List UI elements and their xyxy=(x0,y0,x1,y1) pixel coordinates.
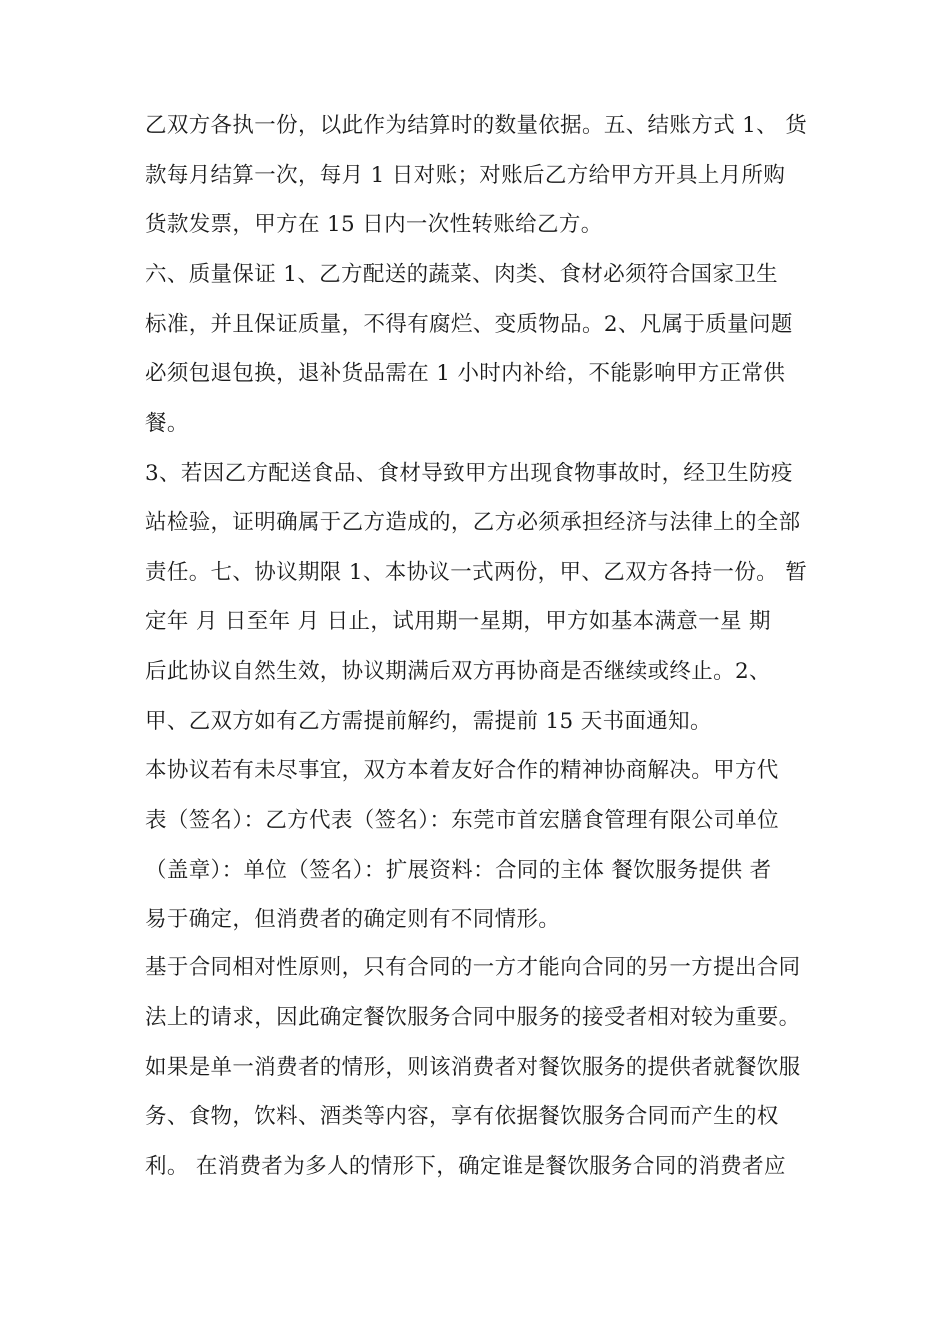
text-line: 利。 在消费者为多人的情形下，确定谁是餐饮服务合同的消费者应 xyxy=(145,1154,786,1179)
text-line: （盖章）：单位（签名）：扩展资料：合同的主体 餐饮服务提供 者 xyxy=(145,858,772,883)
text-line: 本协议若有未尽事宜，双方本着友好合作的精神协商解决。甲方代 xyxy=(145,758,779,783)
text-line: 表（签名）：乙方代表（签名）：东莞市首宏膳食管理有限公司单位 xyxy=(145,808,780,833)
text-line: 六、质量保证 1、乙方配送的蔬菜、肉类、食材必须符合国家卫生 xyxy=(145,262,779,287)
text-line: 易于确定，但消费者的确定则有不同情形。 xyxy=(145,907,561,932)
text-line: 3、若因乙方配送食品、食材导致甲方出现食物事故时，经卫生防疫 xyxy=(145,461,793,486)
text-line: 如果是单一消费者的情形，则该消费者对餐饮服务的提供者就餐饮服 xyxy=(145,1055,801,1080)
text-line: 款每月结算一次，每月 1 日对账；对账后乙方给甲方开具上月所购 xyxy=(145,163,786,188)
text-line: 务、食物，饮料、酒类等内容，享有依据餐饮服务合同而产生的权 xyxy=(145,1104,779,1129)
text-line: 货款发票，甲方在 15 日内一次性转账给乙方。 xyxy=(145,212,603,237)
text-line: 甲、乙双方如有乙方需提前解约，需提前 15 天书面通知。 xyxy=(145,709,712,734)
text-line: 责任。七、协议期限 1、本协议一式两份，甲、乙双方各持一份。 暂 xyxy=(145,560,808,585)
text-line: 必须包退包换，退补货品需在 1 小时内补给，不能影响甲方正常供 xyxy=(145,361,786,386)
text-line: 标准，并且保证质量，不得有腐烂、变质物品。2、凡属于质量问题 xyxy=(145,312,793,337)
text-line: 乙双方各执一份，以此作为结算时的数量依据。五、结账方式 1、 货 xyxy=(145,113,808,138)
text-line: 定年 月 日至年 月 日止，试用期一星期，甲方如基本满意一星 期 xyxy=(145,609,771,634)
text-line: 基于合同相对性原则，只有合同的一方才能向合同的另一方提出合同 xyxy=(145,955,801,980)
text-line: 法上的请求，因此确定餐饮服务合同中服务的接受者相对较为重要。 xyxy=(145,1005,801,1030)
text-line: 餐。 xyxy=(145,411,189,436)
text-line: 后此协议自然生效，协议期满后双方再协商是否继续或终止。2、 xyxy=(145,659,771,684)
text-line: 站检验，证明确属于乙方造成的，乙方必须承担经济与法律上的全部 xyxy=(145,510,801,535)
